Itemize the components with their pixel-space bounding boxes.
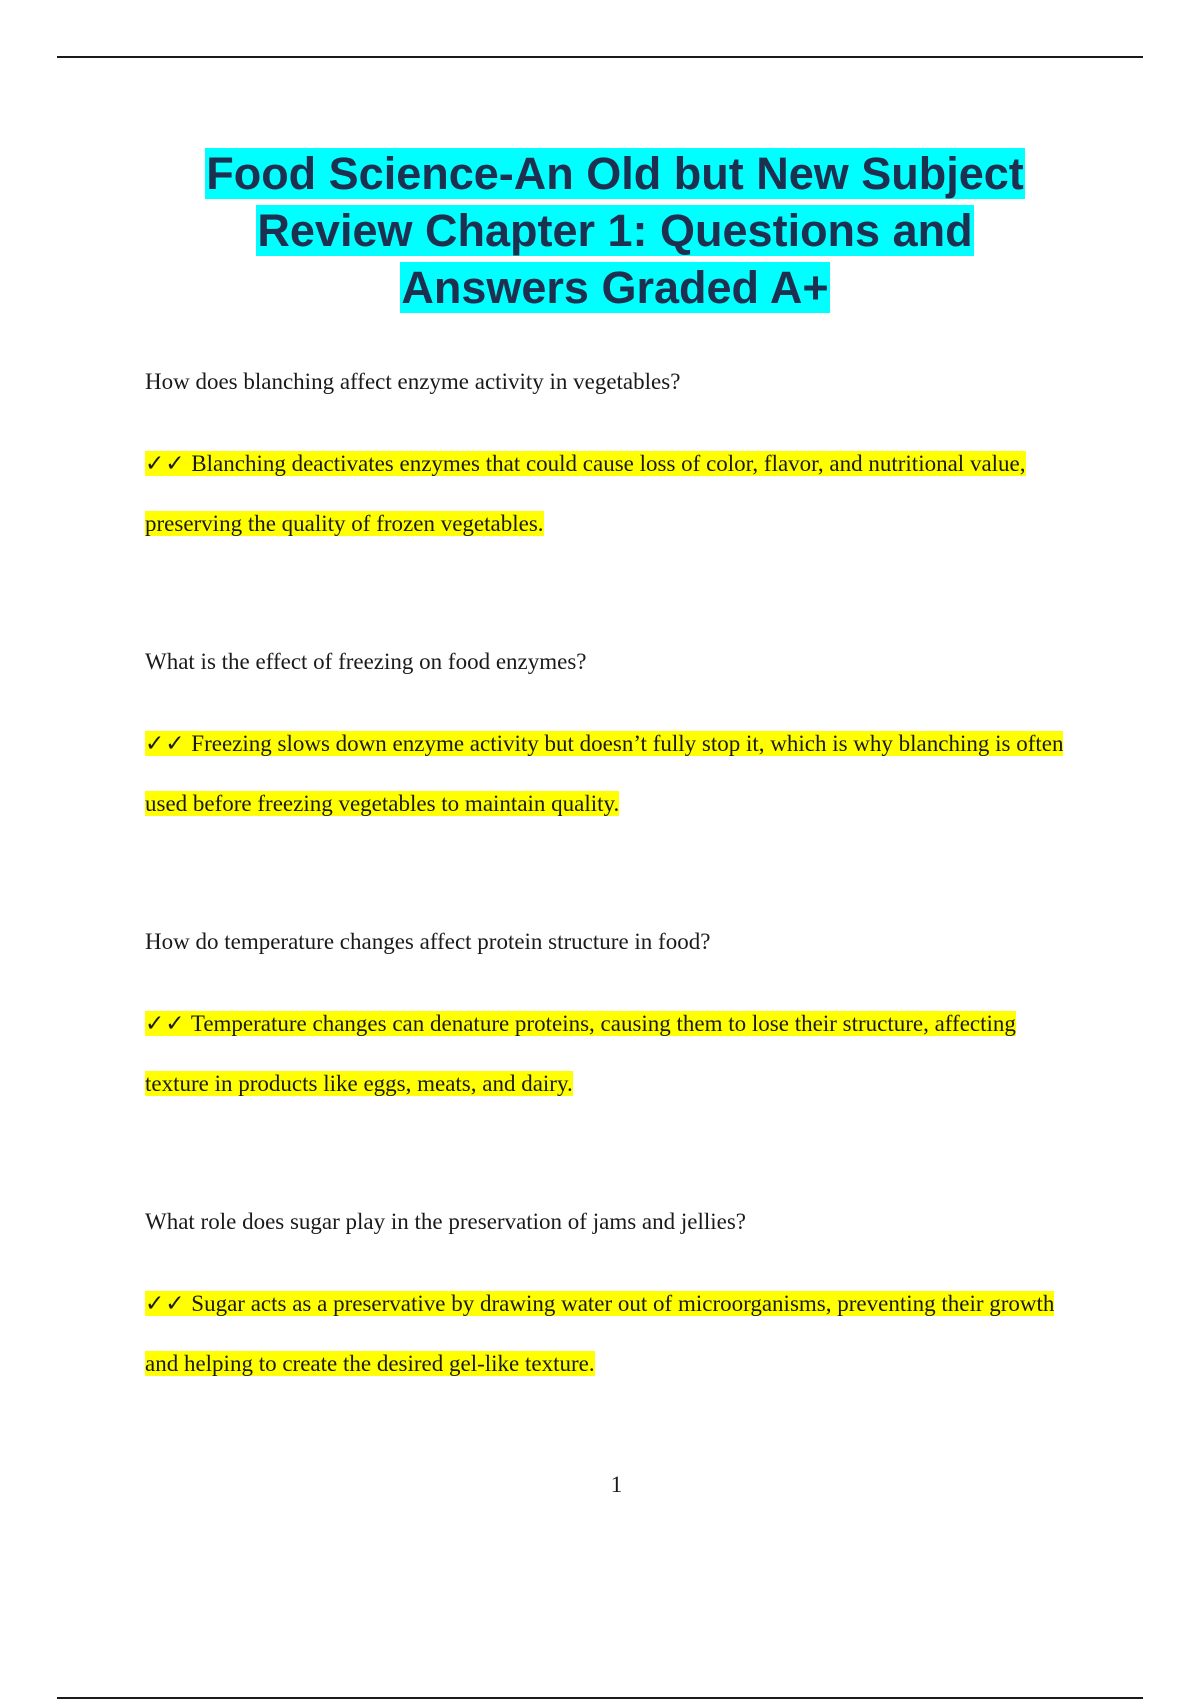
title-line-2: Review Chapter 1: Questions and — [257, 205, 973, 256]
bottom-rule — [57, 1697, 1143, 1699]
answer-text — [145, 714, 1075, 834]
answer-highlight — [145, 451, 1026, 536]
check-icon: ✓✓ — [145, 1011, 186, 1037]
question-text: How do temperature changes affect protein structure in food? — [145, 929, 711, 954]
check-icon: ✓✓ — [145, 451, 186, 477]
answer-highlight — [145, 731, 1063, 816]
answer-body: Blanching deactivates enzymes that could cause loss of color, flavor, and nutritional value, preserving the quality of frozen vegetables. — [145, 451, 1026, 536]
answer-body: Temperature changes can denature proteins, causing them to lose their structure, affecting texture in products like eggs, meats, and dairy. — [145, 1011, 1016, 1096]
qa-item-1 — [145, 368, 1075, 554]
answer-text — [145, 1274, 1075, 1394]
title-line-3: Answers Graded A+ — [401, 262, 829, 313]
answer-highlight — [145, 1011, 1016, 1096]
question-text: How does blanching affect enzyme activity in vegetables? — [145, 369, 681, 394]
answer-body: Sugar acts as a preservative by drawing water out of microorganisms, preventing their growth and helping to create the desired gel-like texture. — [145, 1291, 1055, 1376]
check-icon: ✓✓ — [145, 1291, 186, 1317]
answer-highlight — [145, 1291, 1054, 1376]
question-text: What is the effect of freezing on food enzymes? — [145, 649, 587, 674]
top-rule — [57, 56, 1143, 58]
qa-item-3 — [145, 928, 1075, 1114]
document-title — [120, 145, 1110, 316]
page-number: 1 — [610, 1472, 623, 1497]
answer-text — [145, 434, 1075, 554]
qa-item-2 — [145, 648, 1075, 834]
check-icon: ✓✓ — [145, 731, 186, 757]
answer-text — [145, 994, 1075, 1114]
title-line-1: Food Science-An Old but New Subject — [206, 148, 1024, 199]
answer-body: Freezing slows down enzyme activity but doesn’t fully stop it, which is why blanching is often used before freezing vegetables to maintain quality. — [145, 731, 1064, 816]
question-text: What role does sugar play in the preservation of jams and jellies? — [145, 1209, 746, 1234]
qa-item-4 — [145, 1208, 1075, 1394]
